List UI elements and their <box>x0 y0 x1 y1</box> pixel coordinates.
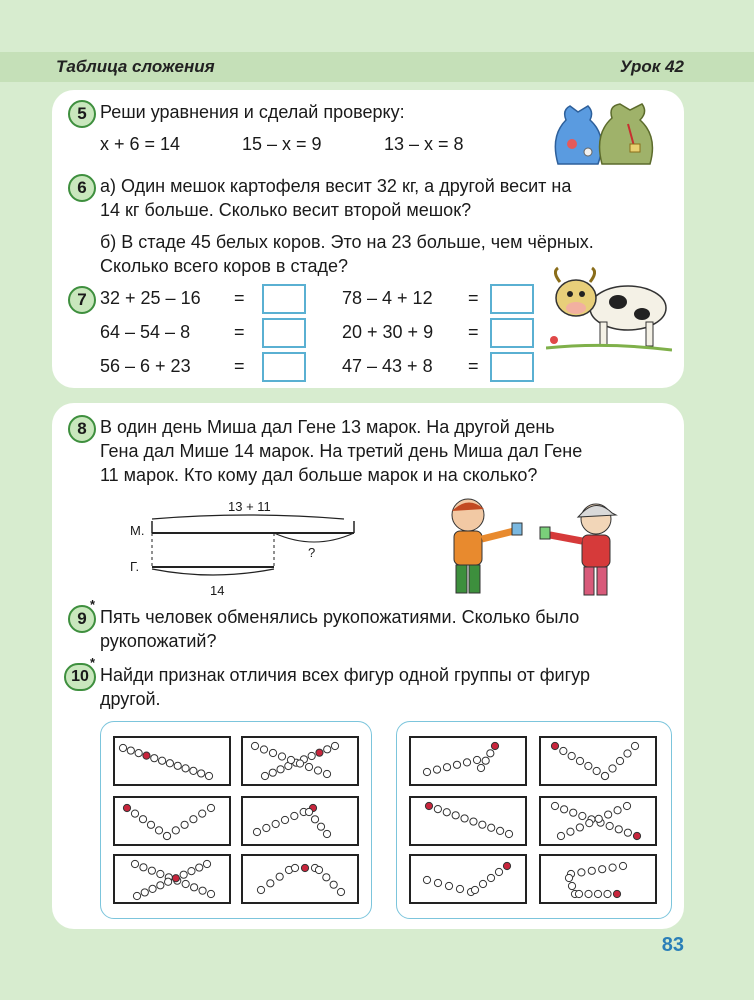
diagram-g-label: Г. <box>130 559 140 574</box>
bead <box>614 807 621 814</box>
bead <box>316 749 323 756</box>
segment-diagram <box>148 511 360 583</box>
bead <box>278 753 285 760</box>
bead <box>251 742 258 749</box>
bead-chain <box>115 738 229 784</box>
diagram-bottom-label: 14 <box>210 583 225 598</box>
bead <box>452 812 459 819</box>
bead <box>155 827 162 834</box>
bead <box>291 812 298 819</box>
bead <box>579 812 586 819</box>
bead <box>495 868 502 875</box>
equation-1: x + 6 = 14 <box>100 134 181 154</box>
expr-left-3: 56 – 6 + 23 <box>100 356 191 376</box>
answer-box[interactable] <box>490 352 534 382</box>
bead <box>140 864 147 871</box>
bead <box>575 890 582 897</box>
bead <box>565 874 572 881</box>
bead <box>594 890 601 897</box>
task6-a-line1: а) Один мешок картофеля весит 32 кг, а другой весит на <box>100 176 572 196</box>
equals-sign: = <box>234 356 245 376</box>
bead <box>191 884 198 891</box>
task8-line3: 11 марок. Кто кому дал больше марок и на сколько? <box>100 465 538 485</box>
task-number-10: 10 <box>64 663 96 691</box>
bead <box>314 767 321 774</box>
tasks-panel-top <box>52 90 684 388</box>
bead <box>445 882 452 889</box>
bead <box>139 816 146 823</box>
bead-chain <box>541 738 655 784</box>
sacks-illustration <box>548 96 660 166</box>
bead <box>633 832 640 839</box>
diagram-top-label: 13 + 11 <box>228 499 271 514</box>
bead <box>487 750 494 757</box>
bead <box>277 766 284 773</box>
bead-figure <box>409 854 527 904</box>
bead <box>473 756 480 763</box>
bead <box>482 757 489 764</box>
answer-box[interactable] <box>262 352 306 382</box>
difficulty-star: * <box>90 655 96 670</box>
bead <box>423 876 430 883</box>
bead <box>157 882 164 889</box>
equals-sign: = <box>468 288 479 308</box>
bead <box>147 821 154 828</box>
bead <box>131 810 138 817</box>
bead <box>207 804 214 811</box>
bead-chain <box>243 738 357 784</box>
bead <box>207 890 214 897</box>
bead <box>425 802 432 809</box>
bead <box>296 760 303 767</box>
equation-3: 13 – x = 8 <box>384 134 464 154</box>
bead <box>323 830 330 837</box>
bead <box>453 761 460 768</box>
figure-group-right <box>396 721 672 919</box>
bead <box>497 827 504 834</box>
bead <box>323 874 330 881</box>
bead <box>551 802 558 809</box>
equals-sign: = <box>468 356 479 376</box>
bead <box>174 762 181 769</box>
bead <box>491 742 498 749</box>
bead <box>585 890 592 897</box>
bead <box>576 757 583 764</box>
bead <box>287 756 294 763</box>
task6-b-line2: Сколько всего коров в стаде? <box>100 256 349 276</box>
bead <box>505 830 512 837</box>
bead-figure <box>539 736 657 786</box>
bead <box>479 821 486 828</box>
bead <box>263 824 270 831</box>
task8-line1: В один день Миша дал Гене 13 марок. На другой день <box>100 417 555 437</box>
bead <box>180 871 187 878</box>
boys-illustration <box>432 495 632 605</box>
bead <box>198 770 205 777</box>
answer-box[interactable] <box>262 318 306 348</box>
bead <box>131 860 138 867</box>
bead <box>488 824 495 831</box>
bead <box>570 809 577 816</box>
bead <box>434 879 441 886</box>
task8-line2: Гена дал Мише 14 марок. На третий день Миша дал Гене <box>100 441 583 461</box>
equals-sign: = <box>468 322 479 342</box>
header-bar <box>0 52 754 82</box>
bead <box>315 866 322 873</box>
bead <box>615 826 622 833</box>
bead <box>593 767 600 774</box>
bead-figure <box>241 736 359 786</box>
equals-sign: = <box>234 288 245 308</box>
bead <box>291 864 298 871</box>
expr-right-2: 20 + 30 + 9 <box>342 322 434 342</box>
bead-figure <box>409 736 527 786</box>
task10-line1: Найди признак отличия всех фигур одной группы от фигур <box>100 665 590 685</box>
answer-box[interactable] <box>262 284 306 314</box>
task-number-9: 9 <box>68 605 96 633</box>
bead <box>595 815 602 822</box>
bead <box>182 765 189 772</box>
bead <box>503 862 510 869</box>
bead <box>330 881 337 888</box>
bead-chain <box>411 738 525 784</box>
bead <box>172 827 179 834</box>
bead-figure <box>409 796 527 846</box>
bead <box>135 749 142 756</box>
bead <box>196 864 203 871</box>
bead <box>158 757 165 764</box>
bead <box>148 867 155 874</box>
bead <box>479 880 486 887</box>
bead <box>172 875 179 882</box>
bead <box>190 767 197 774</box>
bead <box>301 864 308 871</box>
task-number-8: 8 <box>68 415 96 443</box>
task6-a-line2: 14 кг больше. Сколько весит второй мешок? <box>100 200 472 220</box>
bead <box>631 742 638 749</box>
bead <box>470 818 477 825</box>
bead <box>551 742 558 749</box>
bead <box>619 862 626 869</box>
bead <box>585 762 592 769</box>
task5-text: Реши уравнения и сделай проверку: <box>100 102 405 122</box>
bead <box>311 816 318 823</box>
bead <box>119 744 126 751</box>
bead <box>165 878 172 885</box>
task-number-6: 6 <box>68 174 96 202</box>
bead <box>605 811 612 818</box>
bead <box>269 769 276 776</box>
bead <box>151 755 158 762</box>
bead <box>308 752 315 759</box>
tasks-panel-bottom <box>52 403 684 929</box>
bead <box>456 885 463 892</box>
bead <box>181 821 188 828</box>
task9-line2: рукопожатий? <box>100 631 217 651</box>
task-number-5: 5 <box>68 100 96 128</box>
cow-illustration <box>546 262 672 354</box>
bead <box>203 860 210 867</box>
bead <box>567 828 574 835</box>
bead-chain <box>411 856 525 902</box>
bead <box>269 749 276 756</box>
bead <box>487 874 494 881</box>
bead <box>434 806 441 813</box>
bead <box>613 890 620 897</box>
bead <box>568 752 575 759</box>
bead <box>616 757 623 764</box>
expr-left-2: 64 – 54 – 8 <box>100 322 191 342</box>
bead <box>578 869 585 876</box>
bead-figure <box>113 736 231 786</box>
bead <box>305 763 312 770</box>
bead <box>443 809 450 816</box>
bead <box>261 772 268 779</box>
bead <box>561 806 568 813</box>
bead <box>471 886 478 893</box>
bead <box>557 832 564 839</box>
bead <box>461 815 468 822</box>
bead <box>157 870 164 877</box>
bead <box>257 886 264 893</box>
bead <box>141 889 148 896</box>
bead <box>323 770 330 777</box>
diagram-m-label: М. <box>130 523 145 538</box>
bead <box>623 802 630 809</box>
bead-chain <box>243 856 357 902</box>
figure-group-left <box>100 721 372 919</box>
bead <box>166 760 173 767</box>
bead <box>604 890 611 897</box>
bead <box>305 808 312 815</box>
bead <box>477 764 484 771</box>
bead <box>281 816 288 823</box>
bead-chain <box>115 798 229 844</box>
section-title: Таблица сложения <box>56 57 215 76</box>
diagram-question-mark: ? <box>308 545 316 560</box>
bead <box>272 820 279 827</box>
bead <box>599 866 606 873</box>
lesson-title: Урок 42 <box>619 57 684 76</box>
bead <box>253 828 260 835</box>
expr-right-3: 47 – 43 + 8 <box>342 356 433 376</box>
bead <box>606 822 613 829</box>
bead-figure <box>539 854 657 904</box>
bead-figure <box>113 854 231 904</box>
bead <box>560 747 567 754</box>
bead <box>190 816 197 823</box>
task6-b-line1: б) В стаде 45 белых коров. Это на 23 больше, чем чёрных. <box>100 232 594 252</box>
bead <box>188 868 195 875</box>
bead <box>433 766 440 773</box>
task10-line2: другой. <box>100 689 161 709</box>
bead <box>423 768 430 775</box>
bead <box>463 759 470 766</box>
task-number-7: 7 <box>68 286 96 314</box>
bead <box>276 873 283 880</box>
bead <box>568 882 575 889</box>
bead <box>133 892 140 899</box>
bead <box>260 746 267 753</box>
bead <box>586 820 593 827</box>
bead <box>443 764 450 771</box>
bead <box>601 772 608 779</box>
expr-right-1: 78 – 4 + 12 <box>342 288 433 308</box>
difficulty-star: * <box>90 597 96 612</box>
bead-chain <box>541 856 655 902</box>
bead-chain <box>411 798 525 844</box>
bead <box>624 750 631 757</box>
equation-2: 15 – x = 9 <box>242 134 322 154</box>
bead <box>199 887 206 894</box>
bead-figure <box>539 796 657 846</box>
bead <box>182 880 189 887</box>
bead <box>123 804 130 811</box>
bead-chain <box>115 856 229 902</box>
bead <box>609 864 616 871</box>
bead-chain <box>243 798 357 844</box>
bead <box>337 888 344 895</box>
bead-chain <box>541 798 655 844</box>
bead-figure <box>241 796 359 846</box>
task9-line1: Пять человек обменялись рукопожатиями. Сколько было <box>100 607 580 627</box>
bead <box>317 823 324 830</box>
bead-figure <box>241 854 359 904</box>
bead <box>588 867 595 874</box>
bead <box>205 772 212 779</box>
bead <box>324 746 331 753</box>
expr-left-1: 32 + 25 – 16 <box>100 288 201 308</box>
bead <box>267 880 274 887</box>
bead <box>199 810 206 817</box>
bead <box>609 765 616 772</box>
bead <box>163 832 170 839</box>
page-number: 83 <box>661 934 684 956</box>
bead <box>331 742 338 749</box>
bead-figure <box>113 796 231 846</box>
answer-box[interactable] <box>490 318 534 348</box>
bead <box>149 885 156 892</box>
bead <box>127 747 134 754</box>
equals-sign: = <box>234 322 245 342</box>
bead <box>143 752 150 759</box>
bead <box>576 824 583 831</box>
answer-box[interactable] <box>490 284 534 314</box>
bead <box>624 829 631 836</box>
